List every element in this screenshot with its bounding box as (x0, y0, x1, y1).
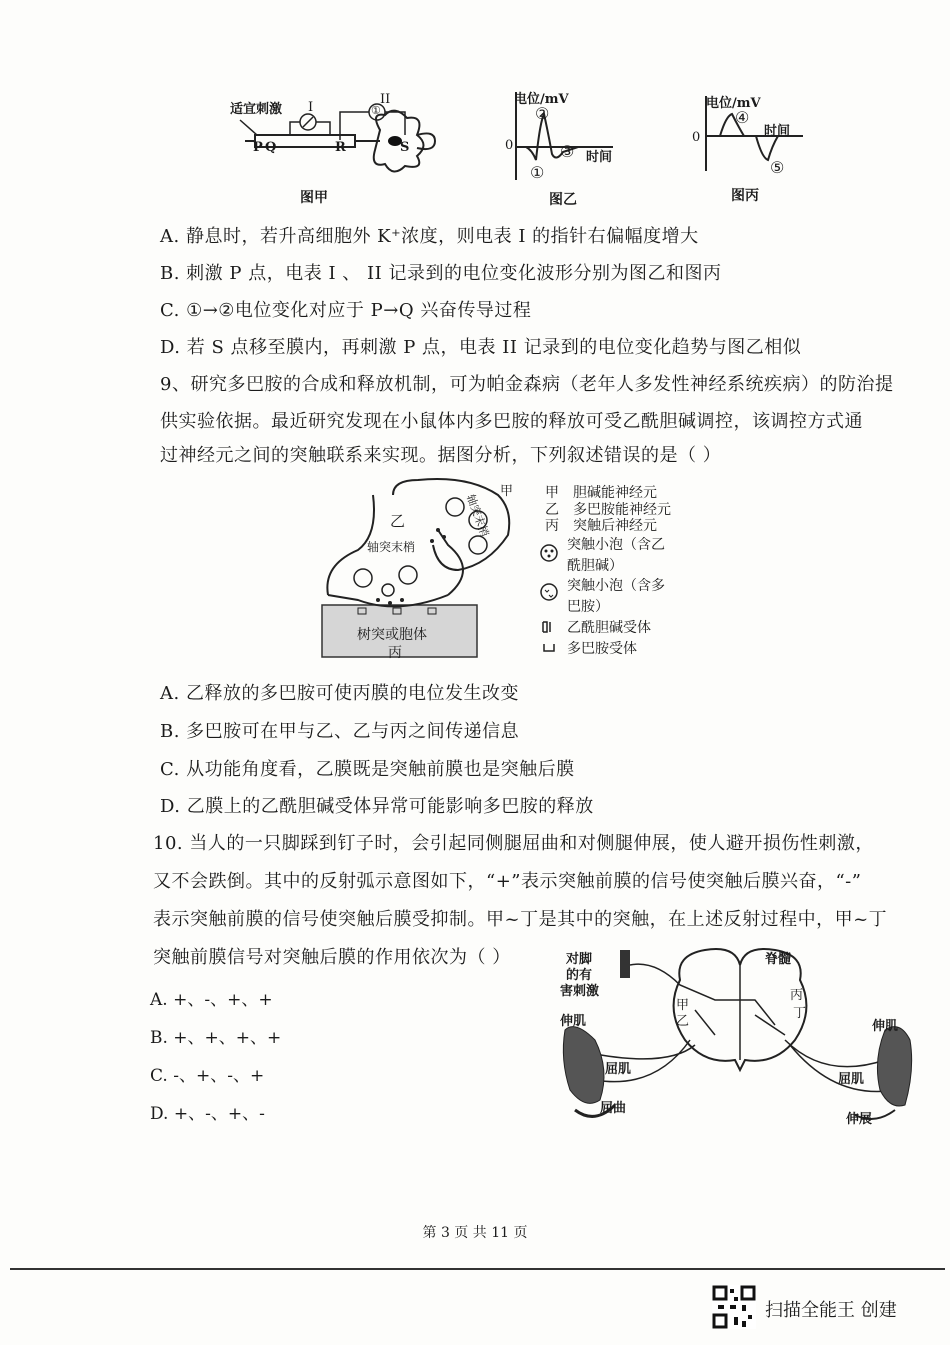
reflex-stim-1: 对脚 (566, 952, 593, 967)
q9-option-b: B. 多巴胺可在甲与乙、乙与丙之间传递信息 (160, 721, 520, 742)
flexion-label: 屈曲 (600, 1101, 627, 1116)
synapse-jia: 甲 (676, 998, 690, 1013)
q10-stem-line-2: 又不会跌倒。其中的反射弧示意图如下，“+”表示突触前膜的信号使突触后膜兴奋，“-” (153, 871, 862, 892)
extension-label: 伸展 (846, 1112, 873, 1127)
q10-stem-line-1: 10. 当人的一只脚踩到钉子时，会引起同侧腿屈曲和对侧腿伸展，使人避开损伤性刺激， (153, 833, 874, 854)
qr-code-icon (712, 1285, 756, 1329)
q8-option-b: B. 刺激 P 点，电表 I 、 II 记录到的电位变化波形分别为图乙和图丙 (160, 263, 722, 284)
stim-label: 适宜刺激 (230, 102, 283, 117)
yi-xlabel: 时间 (586, 150, 613, 165)
legend-key-yi: 乙 (545, 502, 559, 518)
bing-mark-5: ⑤ (770, 158, 785, 177)
bing-mark-4: ④ (735, 108, 750, 127)
point-s: S (400, 140, 410, 155)
legend-vesicle-da-2: 巴胺） (567, 599, 609, 615)
fig-jia-caption: 图甲 (300, 190, 328, 206)
point-p: P (253, 140, 263, 155)
page-footer: 第 3 页 共 11 页 (422, 1225, 528, 1241)
yi-zero: 0 (505, 138, 514, 153)
meter-2-symbol: ① (371, 104, 381, 117)
legend-vesicle-ach-2: 酰胆碱） (567, 558, 623, 574)
synapse-label-jia-axon: 轴突末梢 (463, 492, 492, 539)
right-flexor: 屈肌 (838, 1072, 865, 1087)
fig-bing-caption: 图丙 (731, 188, 759, 204)
synapse-bing: 丙 (790, 988, 804, 1003)
q8-option-a: A. 静息时，若升高细胞外 K⁺浓度，则电表 I 的指针右偏幅度增大 (160, 226, 699, 247)
q10-option-a: A. +、-、+、+ (150, 990, 273, 1010)
point-q: Q (265, 140, 277, 155)
meter-2-label: II (380, 92, 391, 107)
ach-receptor-icon (540, 620, 558, 634)
q9-option-c: C. 从功能角度看，乙膜既是突触前膜也是突触后膜 (160, 759, 575, 780)
q9-option-a: A. 乙释放的多巴胺可使丙膜的电位发生改变 (160, 683, 519, 704)
yi-ylabel: 电位/mV (514, 92, 569, 107)
reflex-stim-2: 的有 (566, 968, 593, 983)
synapse-label-jia: 甲 (500, 484, 514, 499)
legend-key-jia: 甲 (545, 485, 559, 501)
left-extensor: 伸肌 (560, 1014, 587, 1029)
q9-stem-line-3: 过神经元之间的突触联系来实现。据图分析，下列叙述错误的是（ ） (160, 445, 722, 466)
bing-zero: 0 (692, 130, 701, 145)
q10-option-b: B. +、+、+、+ (150, 1028, 282, 1048)
point-r: R (335, 140, 346, 155)
q10-option-c: C. -、+、-、+ (150, 1066, 265, 1086)
reflex-spinal-cord: 脊髓 (765, 952, 792, 967)
q8-option-c: C. ①→②电位变化对应于 P→Q 兴奋传导过程 (160, 300, 532, 321)
legend-text-jia: 胆碱能神经元 (573, 485, 657, 501)
synapse-label-yi: 乙 (390, 512, 406, 530)
legend-text-bing: 突触后神经元 (573, 518, 657, 534)
q9-option-d: D. 乙膜上的乙酰胆碱受体异常可能影响多巴胺的释放 (160, 796, 594, 817)
fig-yi-caption: 图乙 (549, 192, 577, 208)
da-receptor-icon (542, 642, 558, 654)
legend-text-yi: 多巴胺能神经元 (573, 502, 671, 518)
vesicle-ach-icon (540, 544, 558, 562)
legend-da-receptor: 多巴胺受体 (567, 641, 637, 657)
yi-mark-2: ② (535, 104, 550, 123)
q9-stem-line-2: 供实验依据。最近研究发现在小鼠体内多巴胺的释放可受乙酰胆碱调控，该调控方式通 (160, 411, 863, 432)
vesicle-dopamine-icon (540, 583, 558, 601)
left-flexor: 屈肌 (605, 1062, 632, 1077)
right-extensor: 伸肌 (872, 1019, 899, 1034)
legend-ach-receptor: 乙酰胆碱受体 (567, 620, 651, 636)
bing-xlabel: 时间 (764, 124, 791, 139)
synapse-label-dendrite: 树突或胞体 (357, 627, 427, 643)
legend-vesicle-da-1: 突触小泡（含多 (567, 578, 665, 594)
meter-1-label: I (308, 100, 314, 115)
yi-mark-3: ③ (560, 142, 575, 161)
q10-stem-line-4: 突触前膜信号对突触后膜的作用依次为（ ） (153, 947, 511, 968)
synapse-ding: 丁 (793, 1006, 807, 1021)
synapse-yi: 乙 (676, 1014, 690, 1029)
legend-vesicle-ach-1: 突触小泡（含乙 (567, 537, 665, 553)
q10-option-d: D. +、-、+、- (150, 1104, 265, 1124)
q9-stem-line-1: 9、研究多巴胺的合成和释放机制，可为帕金森病（老年人多发性神经系统疾病）的防治提 (160, 374, 894, 395)
scanner-watermark: 扫描全能王 创建 (765, 1300, 897, 1321)
yi-mark-1: ① (530, 163, 545, 182)
q8-option-d: D. 若 S 点移至膜内，再刺激 P 点，电表 II 记录到的电位变化趋势与图乙相似 (160, 337, 802, 358)
reflex-stim-3: 害刺激 (560, 984, 600, 999)
q10-stem-line-3: 表示突触前膜的信号使突触后膜受抑制。甲~丁是其中的突触，在上述反射过程中，甲~丁 (153, 909, 888, 930)
footer-rule (10, 1268, 945, 1270)
legend-key-bing: 丙 (545, 518, 559, 534)
bing-ylabel: 电位/mV (706, 96, 761, 111)
synapse-label-bing: 丙 (388, 645, 402, 661)
synapse-label-axon: 轴突末梢 (367, 540, 416, 554)
